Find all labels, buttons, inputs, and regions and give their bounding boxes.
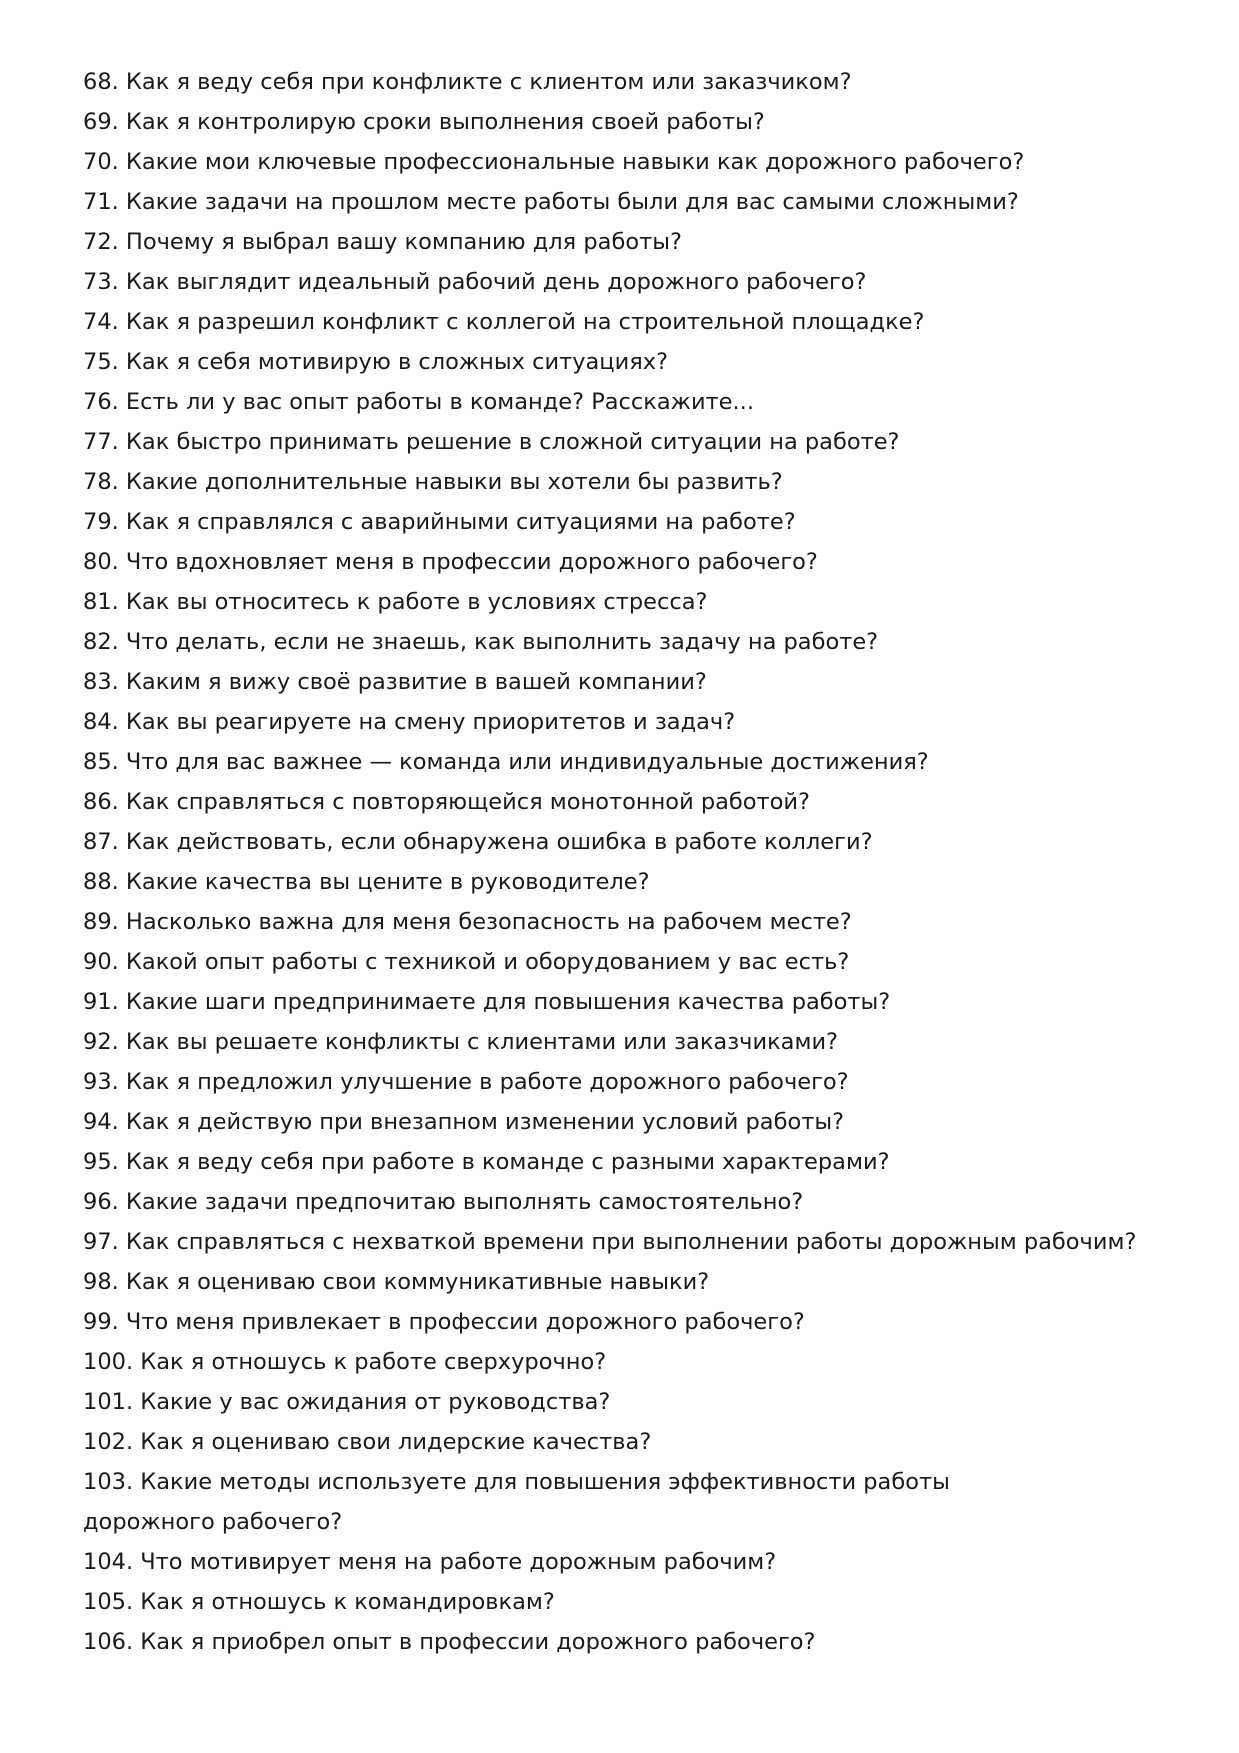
list-item: 78. Какие дополнительные навыки вы хотели бы развить? — [83, 469, 783, 495]
list-item: 82. Что делать, если не знаешь, как выполнить задачу на работе? — [83, 629, 879, 655]
list-item: 72. Почему я выбрал вашу компанию для работы? — [83, 229, 682, 255]
list-item: 89. Насколько важна для меня безопасность на рабочем месте? — [83, 909, 852, 935]
list-item: 102. Как я оцениваю свои лидерские качества? — [83, 1429, 652, 1455]
list-item: 94. Как я действую при внезапном изменении условий работы? — [83, 1109, 845, 1135]
list-item: 104. Что мотивирует меня на работе дорожным рабочим? — [83, 1549, 777, 1575]
list-item: 70. Какие мои ключевые профессиональные навыки как дорожного рабочего? — [83, 149, 1025, 175]
list-item: 100. Как я отношусь к работе сверхурочно? — [83, 1349, 607, 1375]
list-item: 85. Что для вас важнее — команда или индивидуальные достижения? — [83, 749, 929, 775]
list-item: 69. Как я контролирую сроки выполнения своей работы? — [83, 109, 765, 135]
list-item: 83. Каким я вижу своё развитие в вашей компании? — [83, 669, 707, 695]
list-item: 98. Как я оцениваю свои коммуникативные навыки? — [83, 1269, 710, 1295]
list-item: 99. Что меня привлекает в профессии дорожного рабочего? — [83, 1309, 805, 1335]
list-item: 101. Какие у вас ожидания от руководства? — [83, 1389, 611, 1415]
list-item: 81. Как вы относитесь к работе в условиях стресса? — [83, 589, 708, 615]
list-item: 91. Какие шаги предпринимаете для повышения качества работы? — [83, 989, 891, 1015]
list-item: 73. Как выглядит идеальный рабочий день дорожного рабочего? — [83, 269, 867, 295]
list-item: 77. Как быстро принимать решение в сложной ситуации на работе? — [83, 429, 900, 455]
list-item: 105. Как я отношусь к командировкам? — [83, 1589, 555, 1615]
list-item: 90. Какой опыт работы с техникой и оборудованием у вас есть? — [83, 949, 850, 975]
list-item: 80. Что вдохновляет меня в профессии дорожного рабочего? — [83, 549, 818, 575]
list-item: 68. Как я веду себя при конфликте с клиентом или заказчиком? — [83, 69, 852, 95]
list-item: 88. Какие качества вы цените в руководителе? — [83, 869, 650, 895]
list-item: 86. Как справляться с повторяющейся монотонной работой? — [83, 789, 810, 815]
list-item: 92. Как вы решаете конфликты с клиентами или заказчиками? — [83, 1029, 839, 1055]
list-item: 87. Как действовать, если обнаружена ошибка в работе коллеги? — [83, 829, 873, 855]
list-item: 95. Как я веду себя при работе в команде с разными характерами? — [83, 1149, 890, 1175]
list-item: 106. Как я приобрел опыт в профессии дорожного рабочего? — [83, 1629, 816, 1655]
question-list — [83, 62, 1163, 1662]
list-item: 96. Какие задачи предпочитаю выполнять самостоятельно? — [83, 1189, 804, 1215]
list-item: 97. Как справляться с нехваткой времени при выполнении работы дорожным рабочим? — [83, 1229, 1137, 1255]
list-item: 71. Какие задачи на прошлом месте работы были для вас самыми сложными? — [83, 189, 1019, 215]
list-item: 93. Как я предложил улучшение в работе дорожного рабочего? — [83, 1069, 849, 1095]
list-item: 84. Как вы реагируете на смену приоритетов и задач? — [83, 709, 736, 735]
list-item: 76. Есть ли у вас опыт работы в команде? Расскажите... — [83, 389, 754, 415]
list-item: 79. Как я справлялся с аварийными ситуациями на работе? — [83, 509, 796, 535]
list-item: 103. Какие методы используете для повышения эффективности работы дорожного рабочего? — [83, 1469, 950, 1535]
list-item: 74. Как я разрешил конфликт с коллегой на строительной площадке? — [83, 309, 925, 335]
list-item: 75. Как я себя мотивирую в сложных ситуациях? — [83, 349, 669, 375]
